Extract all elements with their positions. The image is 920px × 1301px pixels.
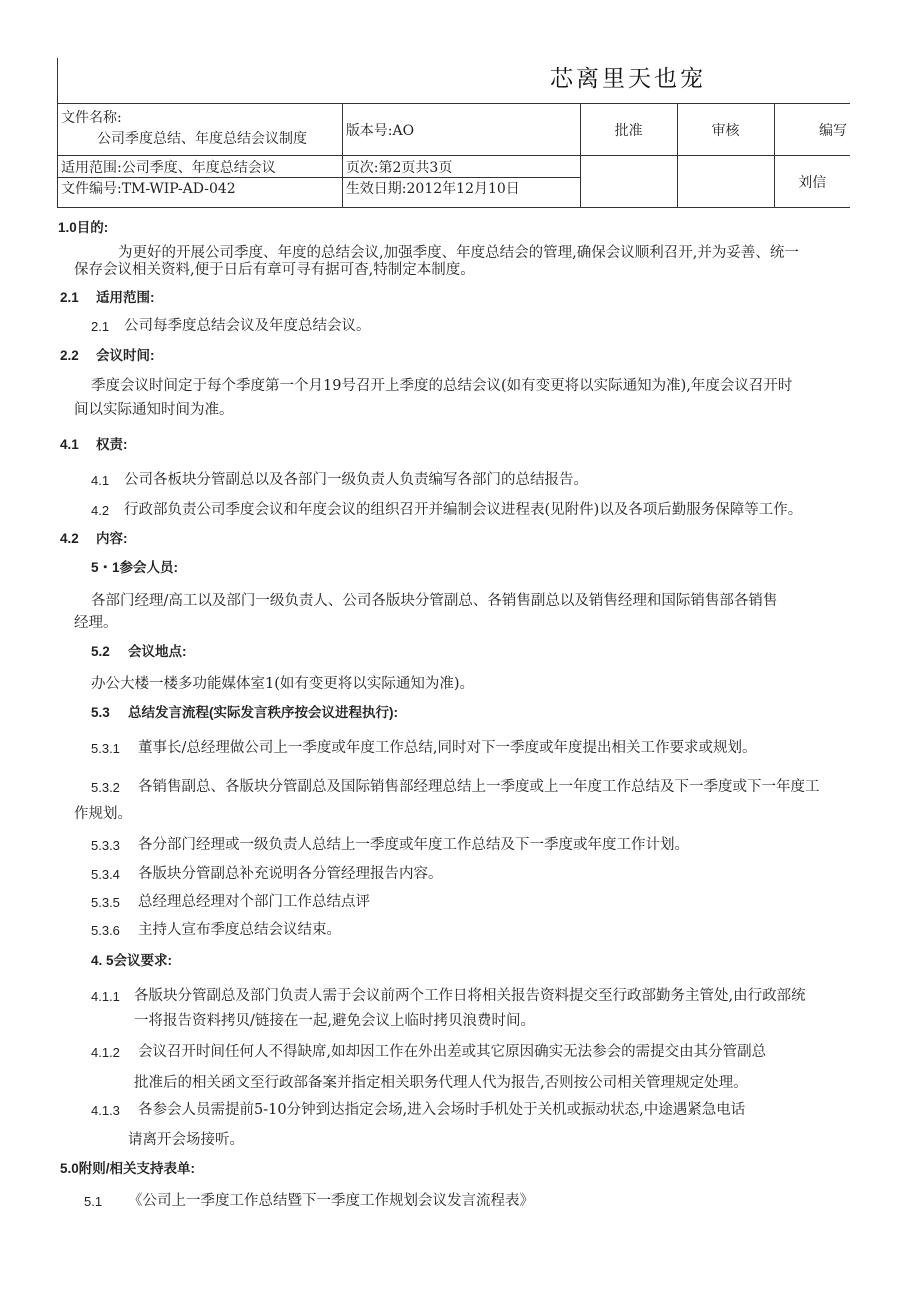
location-text: 办公大楼一楼多功能媒体室1(如有变更将以实际通知为准)。 — [91, 676, 475, 692]
author-cell: 刘信 — [774, 156, 850, 208]
appendix-item-text: 《公司上一季度工作总结暨下一季度工作规划会议发言流程表》 — [128, 1193, 534, 1209]
appendix-item-number: 5.1 — [84, 1194, 103, 1209]
time-line-2: 间以实际通知时间为准。 — [74, 402, 234, 418]
purpose-line-1: 为更好的开展公司季度、年度的总结会议,加强季度、年度总结会的管理,确保会议顺利召开,并为妥善、统一 — [118, 245, 799, 261]
section-purpose-title: 1.0目的: — [58, 220, 109, 235]
approve-header: 批准 — [580, 104, 677, 156]
req-4-1-3-number: 4.1.3 — [91, 1103, 120, 1118]
section-scope-title: 适用范围: — [96, 290, 155, 305]
appendix-title: 5.0附则/相关支持表单: — [60, 1161, 196, 1176]
flow-5-3-1-text: 董事长/总经理做公司上一季度或年度工作总结,同时对下一季度或年度提出相关工作要求或规划。 — [138, 740, 757, 756]
file-number-cell: 文件编号:TM-WIP-AD-042 — [58, 178, 343, 208]
section-time-title: 会议时间: — [96, 348, 155, 363]
flow-5-3-3-text: 各分部门经理或一级负责人总结上一季度或年度工作总结及下一季度或年度工作计划。 — [138, 837, 689, 853]
responsibility-item-1-text: 公司各板块分管副总以及各部门一级负责人负责编写各部门的总结报告。 — [124, 472, 588, 488]
section-content-title: 内容: — [96, 531, 128, 546]
file-name-value: 公司季度总结、年度总结会议制度 — [97, 131, 307, 147]
req-4-1-2-line-1: 会议召开时间任何人不得缺席,如却因工作在外出差或其它原因确实无法参会的需提交由其分管副总 — [138, 1044, 767, 1060]
responsibility-item-2-text: 行政部负责公司季度会议和年度会议的组织召开并编制会议进程表(见附件)以及各项后勤服务保障等工作。 — [124, 502, 803, 518]
flow-5-3-3-number: 5.3.3 — [91, 838, 120, 853]
purpose-line-2: 保存会议相关资料,便于日后有章可寻有据可杳,特制定本制度。 — [74, 262, 475, 278]
responsibility-item-2-number: 4.2 — [91, 503, 110, 518]
location-number: 5.2 — [91, 644, 110, 659]
req-4-1-1-number: 4.1.1 — [91, 989, 120, 1004]
time-line-1: 季度会议时间定于每个季度第一个月19号召开上季度的总结会议(如有变更将以实际通知为准),年度会议召开时 — [91, 378, 793, 394]
req-4-1-3-line-1: 各参会人员需提前5-10分钟到达指定会场,进入会场时手机处于关机或振动状态,中途遇紧急电话 — [138, 1102, 746, 1118]
speech-flow-number: 5.3 — [91, 705, 110, 720]
req-4-1-1-line-1: 各版块分管副总及部门负责人需于会议前两个工作日将相关报告资料提交至行政部勤务主管处,由行政部统 — [134, 988, 806, 1004]
section-responsibility-title: 权责: — [96, 437, 128, 452]
company-name: 芯离里天也宠 — [550, 66, 706, 92]
file-name-label: 文件名称: — [61, 110, 122, 126]
version-cell: 版本号:AO — [342, 104, 580, 156]
flow-5-3-6-number: 5.3.6 — [91, 923, 120, 938]
req-4-1-1-line-2: 一将报告资料拷贝/链接在一起,避免会议上临时拷贝浪费时间。 — [134, 1013, 535, 1029]
approve-signature-cell — [580, 156, 677, 208]
scope-item-text: 公司每季度总结会议及年度总结会议。 — [124, 318, 371, 334]
location-title: 会议地点: — [128, 644, 187, 659]
effective-date-cell: 生效日期:2012年12月10日 — [342, 178, 580, 208]
flow-5-3-6-text: 主持人宣布季度总结会议结束。 — [138, 922, 341, 938]
review-signature-cell — [677, 156, 774, 208]
requirements-title: 4. 5会议要求: — [91, 953, 173, 968]
flow-5-3-1-number: 5.3.1 — [91, 741, 120, 756]
section-4-2-number: 4.2 — [60, 531, 79, 546]
req-4-1-2-line-2: 批准后的相关函文至行政部备案并指定相关职务代理人代为报告,否则按公司相关管理规定处理。 — [134, 1075, 748, 1091]
participants-title: 5・1参会人员: — [91, 560, 179, 575]
section-4-1-number: 4.1 — [60, 437, 79, 452]
flow-5-3-5-text: 总经理总经理对个部门工作总结点评 — [138, 894, 370, 910]
req-4-1-2-number: 4.1.2 — [91, 1045, 120, 1060]
flow-5-3-2-number: 5.3.2 — [91, 780, 120, 795]
file-name-cell — [58, 104, 343, 156]
page-cell: 页次:第2页共3页 — [342, 156, 580, 178]
scope-cell: 适用范围:公司季度、年度总结会议 — [58, 156, 343, 178]
flow-5-3-2-line-1: 各销售副总、各版块分管副总及国际销售部经理总结上一季度或上一年度工作总结及下一季度或下一年度工 — [138, 779, 820, 795]
section-2-2-number: 2.2 — [60, 348, 79, 363]
speech-flow-title: 总结发言流程(实际发言秩序按会议进程执行): — [128, 705, 398, 720]
flow-5-3-2-line-2: 作规划。 — [74, 806, 132, 822]
flow-5-3-4-number: 5.3.4 — [91, 867, 120, 882]
req-4-1-3-line-2: 请离开会场接听。 — [128, 1132, 244, 1148]
responsibility-item-1-number: 4.1 — [91, 473, 110, 488]
flow-5-3-5-number: 5.3.5 — [91, 895, 120, 910]
scope-item-number: 2.1 — [91, 319, 110, 334]
participants-line-2: 经理。 — [74, 615, 118, 631]
participants-line-1: 各部门经理/高工以及部门一级负责人、公司各版块分管副总、各销售副总以及销售经理和国际销售部各销售 — [91, 593, 778, 609]
document-header-table — [57, 103, 850, 208]
review-header: 审核 — [677, 104, 774, 156]
section-2-1-number: 2.1 — [60, 290, 79, 305]
compile-header: 编写 — [774, 104, 850, 156]
flow-5-3-4-text: 各版块分管副总补充说明各分管经理报告内容。 — [138, 866, 443, 882]
